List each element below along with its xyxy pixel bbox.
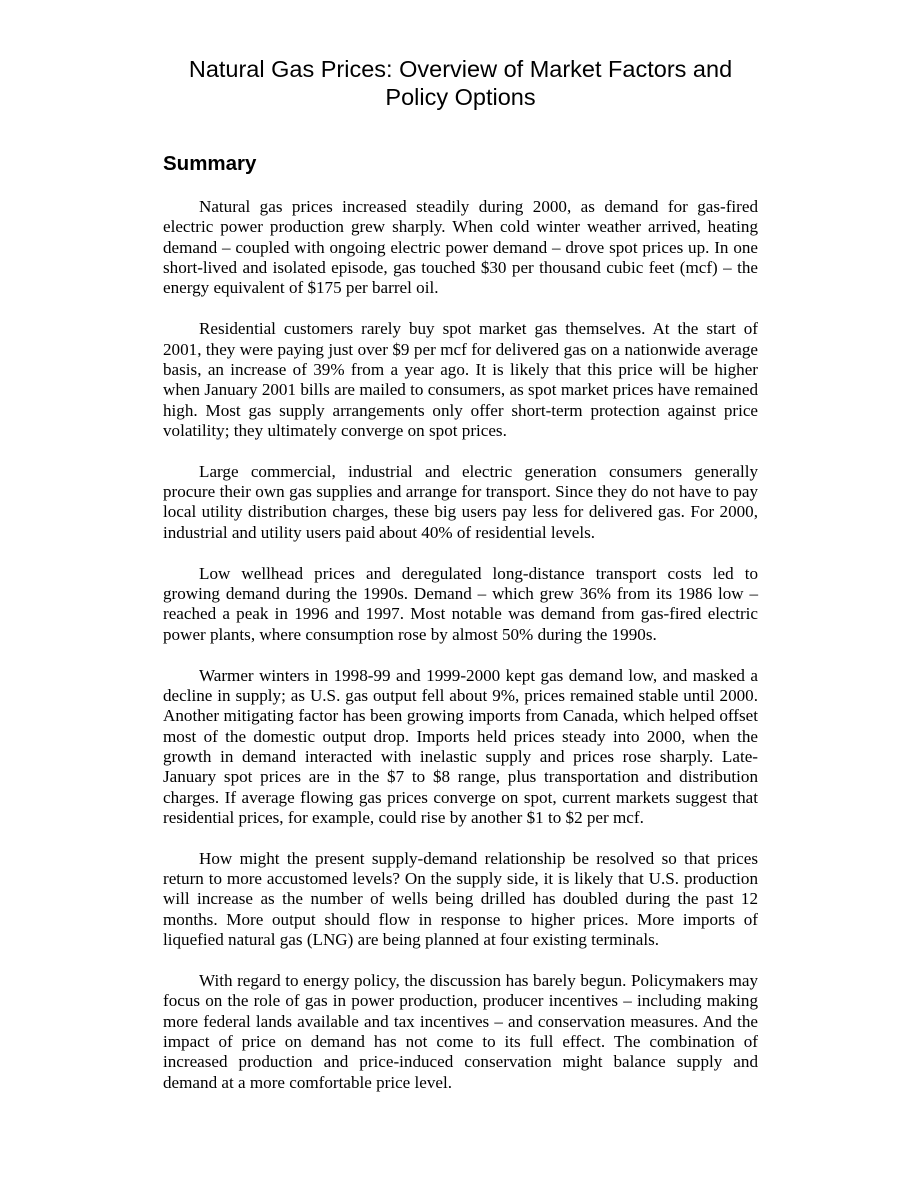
paragraph: Low wellhead prices and deregulated long-distance transport costs led to growing demand during the 1990s. Demand – which grew 36% from its 1986 low – reached a peak in 1996 and 1997. Most notable was demand from gas-fired electric power plants, where consumption rose by almost 50% during the 1990s. xyxy=(163,563,758,644)
summary-heading: Summary xyxy=(163,152,257,175)
paragraph: Warmer winters in 1998-99 and 1999-2000 kept gas demand low, and masked a decline in supply; as U.S. gas output fell about 9%, prices remained stable until 2000. Another mitigating factor has been growing imports from Canada, which helped offset most of the domestic output drop. Imports held prices steady into 2000, when the growth in demand interacted with inelastic supply and prices rose sharply. Late-January spot prices are in the $7 to $8 range, plus transportation and distribution charges. If average flowing gas prices converge on spot, current markets suggest that residential prices, for example, could rise by another $1 to $2 per mcf. xyxy=(163,665,758,827)
document-title xyxy=(163,0,758,111)
document-page xyxy=(163,0,758,1114)
paragraph: How might the present supply-demand relationship be resolved so that prices return to more accustomed levels? On the supply side, it is likely that U.S. production will increase as the number of wells being drilled has doubled during the past 12 months. More output should flow in response to higher prices. More imports of liquefied natural gas (LNG) are being planned at four existing terminals. xyxy=(163,848,758,950)
title-line-2: Policy Options xyxy=(385,84,536,110)
paragraph: Residential customers rarely buy spot market gas themselves. At the start of 2001, they were paying just over $9 per mcf for delivered gas on a nationwide average basis, an increase of 39% from a year ago. It is likely that this price will be higher when January 2001 bills are mailed to consumers, as spot market prices have remained high. Most gas supply arrangements only offer short-term protection against price volatility; they ultimately converge on spot prices. xyxy=(163,319,758,440)
summary-body xyxy=(163,197,758,1093)
paragraph: Large commercial, industrial and electric generation consumers generally procure their own gas supplies and arrange for transport. Since they do not have to pay local utility distribution charges, these big users pay less for delivered gas. For 2000, industrial and utility users paid about 40% of residential levels. xyxy=(163,461,758,542)
paragraph: With regard to energy policy, the discussion has barely begun. Policymakers may focus on the role of gas in power production, producer incentives – including making more federal lands available and tax incentives – and conservation measures. And the impact of price on demand has not come to its full effect. The combination of increased production and price-induced conservation might balance supply and demand at a more comfortable price level. xyxy=(163,971,758,1092)
paragraph: Natural gas prices increased steadily during 2000, as demand for gas-fired electric power production grew sharply. When cold winter weather arrived, heating demand – coupled with ongoing electric power demand – drove spot prices up. In one short-lived and isolated episode, gas touched $30 per thousand cubic feet (mcf) – the energy equivalent of $175 per barrel oil. xyxy=(163,197,758,298)
title-line-1: Natural Gas Prices: Overview of Market Factors and xyxy=(188,56,733,82)
